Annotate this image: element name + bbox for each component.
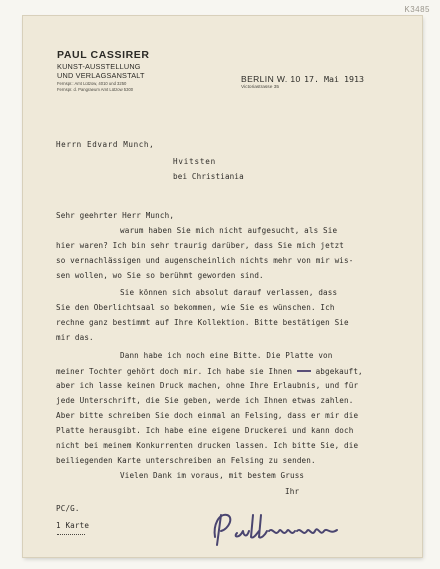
enclosure-note: 1 Karte (56, 521, 90, 530)
struck-correction-mark (297, 364, 311, 372)
body-line: Sie den Oberlichtsaal so bekommen, wie Sie es wünschen. Ich (56, 303, 335, 312)
body-line-with-correction (56, 366, 363, 376)
recipient-place: Hvitsten (173, 157, 216, 166)
body-line: meiner Tochter gehört doch mir. Ich habe sie Ihnen (56, 367, 293, 376)
body-line: Aber bitte schreiben Sie doch einmal an Felsing, dass er mir die (56, 411, 359, 420)
salutation: Sehr geehrter Herr Munch, (56, 211, 175, 220)
closing: Ihr (285, 487, 300, 496)
body-line: Sie können sich absolut darauf verlassen, dass (120, 288, 338, 297)
letterhead-line-2: UND VERLAGSANSTALT (57, 71, 145, 80)
recipient-region: bei Christiania (173, 172, 244, 181)
letterhead-city: BERLIN W. 10 (241, 74, 301, 84)
letterhead-street: Victoriastrasse 35 (241, 85, 280, 90)
body-line: beiliegenden Karte unterschreiben an Felsing zu senden. (56, 456, 316, 465)
enclosure-rule (57, 534, 85, 535)
reference-initials: PC/G. (56, 504, 80, 513)
body-line: warum haben Sie mich nicht aufgesucht, als Sie (120, 226, 338, 235)
archive-number: K3485 (404, 5, 430, 14)
body-line: sen wollen, wo Sie so berühmt geworden sind. (56, 271, 264, 280)
body-line: so vernachlässigen und augenscheinlich nichts mehr von mir wis- (56, 256, 354, 265)
body-line: jede Unterschrift, die Sie geben, werde ich Ihnen etwas zahlen. (56, 396, 354, 405)
recipient-name: Herrn Edvard Munch, (56, 140, 155, 149)
body-line: Vielen Dank im voraus, mit bestem Gruss (120, 471, 305, 480)
body-line: nicht bei meinem Konkurrenten drucken lassen. Ich bitte Sie, die (56, 441, 359, 450)
letterhead-phone-2: Fernspr. d. Pangraeum Amt Lützow 5300 (57, 87, 134, 92)
body-line-with-underline (56, 303, 335, 312)
body-line: hier waren? Ich bin sehr traurig darüber, dass Sie mich jetzt (56, 241, 345, 250)
letterhead-line-1: KUNST-AUSSTELLUNG (57, 62, 141, 71)
handwritten-signature (209, 503, 349, 551)
letter-date: 17. Mai 1913 (304, 74, 364, 84)
letterhead-name: PAUL CASSIRER (57, 49, 150, 61)
body-line: aber ich lasse keinen Druck machen, ohne Ihre Erlaubnis, und für (56, 381, 359, 390)
letter-sheet (23, 16, 422, 557)
letterhead-phone-1: Fernspr.: Amt Lützow, 4010 und 3250 (57, 81, 127, 86)
body-line: Platte herausgibt. Ich habe eine eigene Druckerei und kann doch (56, 426, 354, 435)
body-line: Dann habe ich noch eine Bitte. Die Platte von (120, 351, 333, 360)
body-line: rechne ganz bestimmt auf Ihre Kollektion. Bitte bestätigen Sie (56, 318, 349, 327)
body-line-tail: abgekauft, (315, 367, 363, 376)
body-line: mir das. (56, 333, 94, 342)
